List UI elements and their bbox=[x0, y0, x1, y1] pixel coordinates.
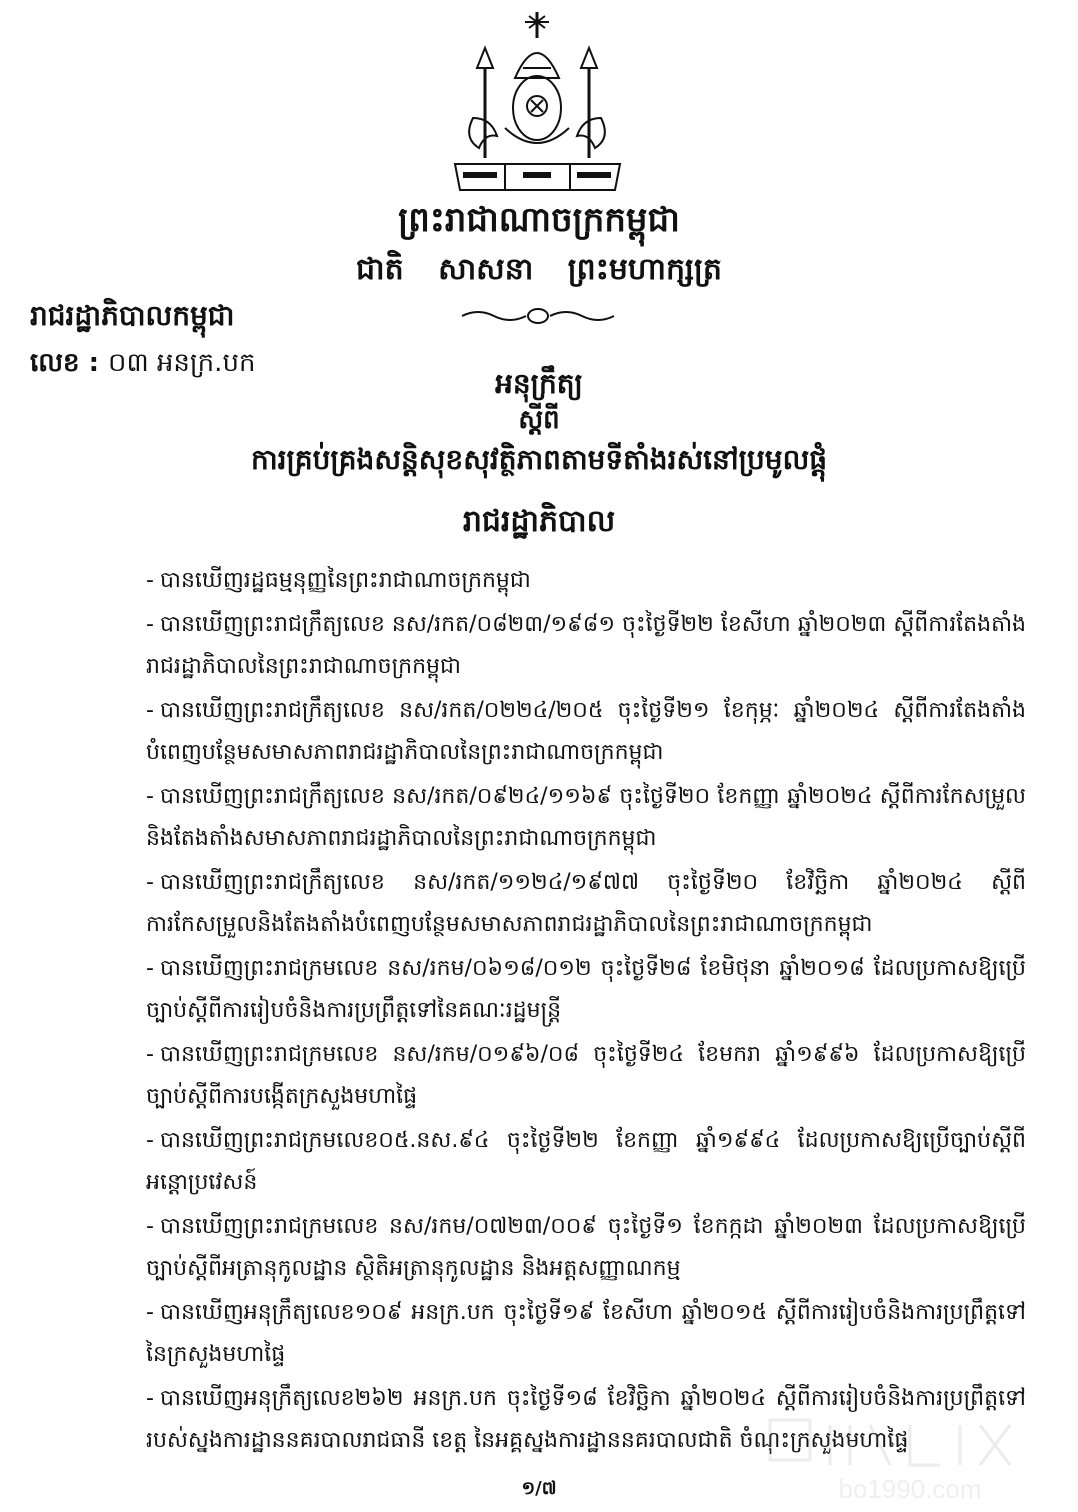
list-item: - បានឃើញអនុក្រឹត្យលេខ២៦២ អនក្រ.បក ចុះថ្ងៃទី១៨ ខែវិច្ឆិកា ឆ្នាំ២០២៤ ស្ដីពីការរៀបចំនិងការប្រព្រឹត្តទៅរបស់ស្នងការដ្ឋាននគរបាលរាជធានី ខេត្ត នៃអគ្គស្នងការដ្ឋាននគរបាលជាតិ ចំណុះក្រសួងមហាផ្ទៃ bbox=[146, 1386, 1026, 1453]
document-type: អនុក្រឹត្យ bbox=[495, 367, 583, 400]
national-motto: ជាតិ សាសនា ព្រះមហាក្សត្រ bbox=[356, 252, 722, 287]
clause-text: បានឃើញព្រះរាជក្រឹត្យលេខ នស/រកត/០២២៤/២០៥ ចុះថ្ងៃទី២១ ខែកុម្ភៈ ឆ្នាំ២០២៤ ស្ដីពីការតែងតាំងបំពេញបន្ថែមសមាសភាពរាជរដ្ឋាភិបាលនៃព្រះរាជាណាចក្រកម្ពុជា bbox=[146, 698, 1026, 765]
list-item: - បានឃើញអនុក្រឹត្យលេខ១០៩ អនក្រ.បក ចុះថ្ងៃទី១៩ ខែសីហា ឆ្នាំ២០១៥ ស្ដីពីការរៀបចំនិងការប្រព្រឹត្តទៅនៃក្រសួងមហាផ្ទៃ bbox=[146, 1300, 1026, 1367]
number-label: លេខ : bbox=[30, 348, 99, 378]
page-number: ១/៧ bbox=[521, 1478, 557, 1499]
clause-text: បានឃើញរដ្ឋធម្មនុញ្ញនៃព្រះរាជាណាចក្រកម្ពុជា bbox=[160, 568, 531, 593]
clause-text: បានឃើញព្រះរាជក្រឹត្យលេខ នស/រកត/០៨២៣/១៩៨១ ចុះថ្ងៃទី២២ ខែសីហា ឆ្នាំ២០២៣ ស្ដីពីការតែងតាំងរាជរដ្ឋាភិបាលនៃព្រះរាជាណាចក្រកម្ពុជា bbox=[146, 612, 1026, 679]
list-item: - បានឃើញរដ្ឋធម្មនុញ្ញនៃព្រះរាជាណាចក្រកម្ពុជា bbox=[146, 568, 531, 593]
list-item: - បានឃើញព្រះរាជក្រមលេខ នស/រកម/០៦១៨/០១២ ចុះថ្ងៃទី២៨ ខែមិថុនា ឆ្នាំ២០១៨ ដែលប្រកាសឱ្យប្រើច្បាប់ស្ដីពីការរៀបចំនិងការប្រព្រឹត្តទៅនៃគណៈរដ្ឋមន្ត្រី bbox=[146, 956, 1026, 1023]
clause-text: បានឃើញព្រះរាជក្រមលេខ នស/រកម/០៧២៣/០០៩ ចុះថ្ងៃទី១ ខែកក្កដា ឆ្នាំ២០២៣ ដែលប្រកាសឱ្យប្រើច្បាប់ស្ដីពីអត្រានុកូលដ្ឋាន ស្ថិតិអត្រានុកូលដ្ឋាន និងអត្តសញ្ញាណកម្ម bbox=[146, 1214, 1026, 1281]
list-item: - បានឃើញព្រះរាជក្រមលេខ នស/រកម/០១៩៦/០៨ ចុះថ្ងៃទី២៤ ខែមករា ឆ្នាំ១៩៩៦ ដែលប្រកាសឱ្យប្រើច្បាប់ស្ដីពីការបង្កើតក្រសួងមហាផ្ទៃ bbox=[146, 1042, 1026, 1109]
kingdom-title: ព្រះរាជាណាចក្រកម្ពុជា bbox=[398, 200, 680, 240]
issuing-government: រាជរដ្ឋាភិបាលកម្ពុជា bbox=[30, 299, 235, 332]
ornament-divider-icon bbox=[458, 306, 618, 326]
clause-text: បានឃើញអនុក្រឹត្យលេខ១០៩ អនក្រ.បក ចុះថ្ងៃទី១៩ ខែសីហា ឆ្នាំ២០១៥ ស្ដីពីការរៀបចំនិងការប្រព្រឹត្តទៅនៃក្រសួងមហាផ្ទៃ bbox=[146, 1300, 1026, 1367]
about-label: ស្ដីពី bbox=[518, 405, 560, 435]
royal-coat-of-arms-icon bbox=[445, 8, 630, 193]
document-subject: ការគ្រប់គ្រងសន្តិសុខសុវត្ថិភាពតាមទីតាំងរស់នៅប្រមូលផ្តុំ bbox=[251, 443, 827, 476]
list-item: - បានឃើញព្រះរាជក្រឹត្យលេខ នស/រកត/០៩២៤/១១៦៩ ចុះថ្ងៃទី២០ ខែកញ្ញា ឆ្នាំ២០២៤ ស្ដីពីការកែសម្រួលនិងតែងតាំងសមាសភាពរាជរដ្ឋាភិបាលនៃព្រះរាជាណាចក្រកម្ពុជា bbox=[146, 784, 1026, 851]
list-item: - បានឃើញព្រះរាជក្រឹត្យលេខ នស/រកត/០៨២៣/១៩៨១ ចុះថ្ងៃទី២២ ខែសីហា ឆ្នាំ២០២៣ ស្ដីពីការតែងតាំងរាជរដ្ឋាភិបាលនៃព្រះរាជាណាចក្រកម្ពុជា bbox=[146, 612, 1026, 679]
watermark-text: bo1990.com bbox=[838, 1474, 982, 1504]
list-item: - បានឃើញព្រះរាជក្រឹត្យលេខ នស/រកត/១១២៤/១៩៧៧ ចុះថ្ងៃទី២០ ខែវិច្ឆិកា ឆ្នាំ២០២៤ ស្ដីពីការកែសម្រួលនិងតែងតាំងបំពេញបន្ថែមសមាសភាពរាជរដ្ឋាភិបាលនៃព្រះរាជាណាចក្រកម្ពុជា bbox=[146, 870, 1026, 937]
number-value: ០៣ អនក្រ.បក bbox=[108, 348, 256, 378]
clause-text: បានឃើញព្រះរាជក្រមលេខ០៥.នស.៩៤ ចុះថ្ងៃទី២២ ខែកញ្ញា ឆ្នាំ១៩៩៤ ដែលប្រកាសឱ្យប្រើច្បាប់ស្ដីពីអន្តោប្រវេសន៍ bbox=[146, 1128, 1026, 1195]
clause-text: បានឃើញព្រះរាជក្រឹត្យលេខ នស/រកត/០៩២៤/១១៦៩ ចុះថ្ងៃទី២០ ខែកញ្ញា ឆ្នាំ២០២៤ ស្ដីពីការកែសម្រួលនិងតែងតាំងសមាសភាពរាជរដ្ឋាភិបាលនៃព្រះរាជាណាចក្រកម្ពុជា bbox=[146, 784, 1026, 851]
list-item: - បានឃើញព្រះរាជក្រមលេខ នស/រកម/០៧២៣/០០៩ ចុះថ្ងៃទី១ ខែកក្កដា ឆ្នាំ២០២៣ ដែលប្រកាសឱ្យប្រើច្បាប់ស្ដីពីអត្រានុកូលដ្ឋាន ស្ថិតិអត្រានុកូលដ្ឋាន និងអត្តសញ្ញាណកម្ម bbox=[146, 1214, 1026, 1281]
issuer-heading: រាជរដ្ឋាភិបាល bbox=[462, 504, 616, 539]
site-watermark bbox=[760, 1410, 1060, 1510]
clause-text: បានឃើញព្រះរាជក្រឹត្យលេខ នស/រកត/១១២៤/១៩៧៧ ចុះថ្ងៃទី២០ ខែវិច្ឆិកា ឆ្នាំ២០២៤ ស្ដីពីការកែសម្រួលនិងតែងតាំងបំពេញបន្ថែមសមាសភាពរាជរដ្ឋាភិបាលនៃព្រះរាជាណាចក្រកម្ពុជា bbox=[146, 870, 1026, 937]
clause-text: បានឃើញអនុក្រឹត្យលេខ២៦២ អនក្រ.បក ចុះថ្ងៃទី១៨ ខែវិច្ឆិកា ឆ្នាំ២០២៤ ស្ដីពីការរៀបចំនិងការប្រព្រឹត្តទៅរបស់ស្នងការដ្ឋាននគរបាលរាជធានី ខេត្ត នៃអគ្គស្នងការដ្ឋាននគរបាលជាតិ ចំណុះក្រសួងមហាផ្ទៃ bbox=[146, 1386, 1026, 1453]
list-item: - បានឃើញព្រះរាជក្រមលេខ០៥.នស.៩៤ ចុះថ្ងៃទី២២ ខែកញ្ញា ឆ្នាំ១៩៩៤ ដែលប្រកាសឱ្យប្រើច្បាប់ស្ដីពីអន្តោប្រវេសន៍ bbox=[146, 1128, 1026, 1195]
clause-text: បានឃើញព្រះរាជក្រមលេខ នស/រកម/០៦១៨/០១២ ចុះថ្ងៃទី២៨ ខែមិថុនា ឆ្នាំ២០១៨ ដែលប្រកាសឱ្យប្រើច្បាប់ស្ដីពីការរៀបចំនិងការប្រព្រឹត្តទៅនៃគណៈរដ្ឋមន្ត្រី bbox=[146, 956, 1026, 1023]
clause-list bbox=[146, 560, 1026, 1464]
list-item: - បានឃើញព្រះរាជក្រឹត្យលេខ នស/រកត/០២២៤/២០៥ ចុះថ្ងៃទី២១ ខែកុម្ភៈ ឆ្នាំ២០២៤ ស្ដីពីការតែងតាំងបំពេញបន្ថែមសមាសភាពរាជរដ្ឋាភិបាលនៃព្រះរាជាណាចក្រកម្ពុជា bbox=[146, 698, 1026, 765]
clause-text: បានឃើញព្រះរាជក្រមលេខ នស/រកម/០១៩៦/០៨ ចុះថ្ងៃទី២៤ ខែមករា ឆ្នាំ១៩៩៦ ដែលប្រកាសឱ្យប្រើច្បាប់ស្ដីពីការបង្កើតក្រសួងមហាផ្ទៃ bbox=[146, 1042, 1026, 1109]
